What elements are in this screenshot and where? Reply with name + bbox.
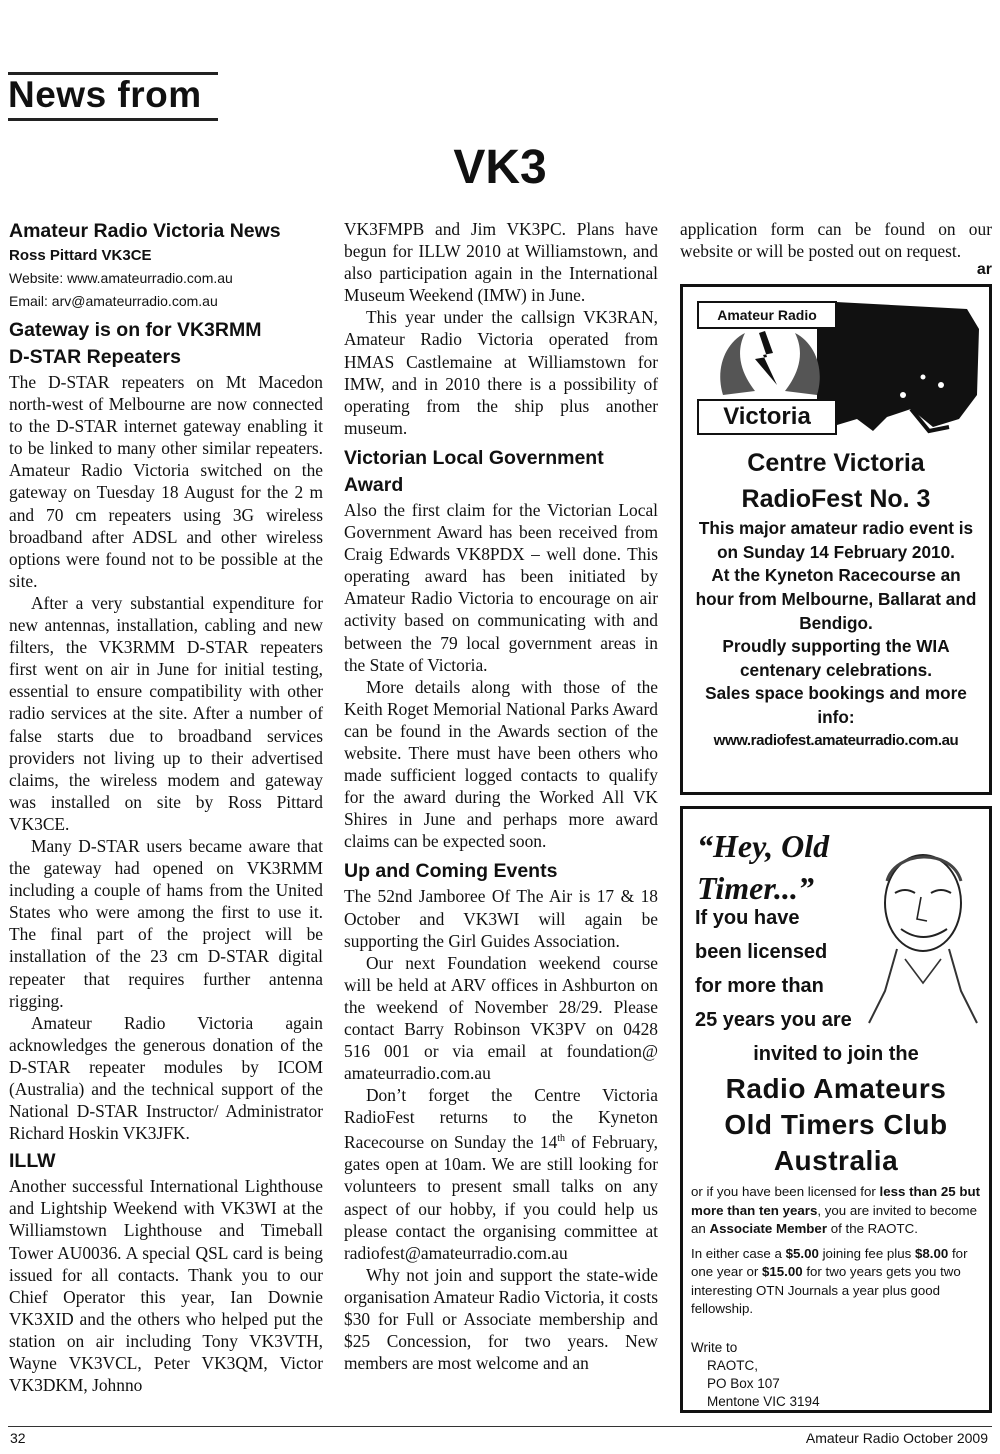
text-run: for one year or — [691, 1245, 968, 1280]
paragraph: Our next Foundation weekend course will be held at ARV offices in Ashburton on the weekend of November 28/29. Please contact Barry Robinson VK3PV on 0428 516 001 or via email at foundation@ amateurradio.com.au — [344, 952, 658, 1084]
text-run: less than 25 but more than ten years — [691, 1184, 980, 1218]
page-title: VK3 — [453, 141, 547, 194]
ad-line: Sales space bookings and more info: — [705, 683, 967, 727]
fine-print-paragraph — [691, 1183, 981, 1239]
article-title: Amateur Radio Victoria News — [9, 220, 281, 242]
address-line: PO Box 107 — [707, 1376, 780, 1392]
ad-line: been licensed — [695, 941, 828, 964]
ad-invite: invited to join the — [753, 1043, 919, 1066]
paragraph: More details along with those of the Keith Roget Memorial National Parks Award can be found in the Awards section of the website. There must have been others who made sufficient logged contacts to qualify for the award during the Worked All VK Shires in June and perhaps more award claims can be expected soon. — [344, 676, 658, 852]
paragraph: VK3FMPB and Jim VK3PC. Plans have begun for ILLW 2010 at Williamstown, and also participation again in the International Museum Weekend (IMW) in June. — [344, 219, 658, 306]
section-heading-illw: ILLW — [9, 1150, 56, 1173]
website-line: Website: www.amateurradio.com.au — [9, 270, 233, 286]
left-column — [9, 218, 323, 1396]
section-heading-gateway — [9, 317, 323, 371]
lightning-wings-icon — [715, 329, 825, 399]
header-underline — [8, 118, 218, 121]
headline-line: “Hey, Old — [697, 828, 830, 865]
fine-print-paragraph — [691, 1245, 981, 1319]
heading-line: Gateway is on for VK3RMM — [9, 319, 262, 341]
section-heading-award — [344, 445, 658, 499]
paragraph: Why not join and support the state-wide organisation Amateur Radio Victoria, it costs $30 for Full or Associate membership and $25 Concession, for two years. New members are most welcome and an — [344, 1264, 658, 1374]
text-run: $15.00 — [761, 1264, 803, 1280]
magazine-name: Amateur Radio October 2009 — [805, 1430, 988, 1446]
club-line: Australia — [773, 1145, 899, 1177]
text-run: of the RAOTC. — [827, 1221, 918, 1237]
club-name — [683, 1071, 989, 1179]
text-run: for two years gets you two interesting OTN Journals a year plus good fellowship. — [691, 1264, 961, 1317]
section-heading-events: Up and Coming Events — [344, 860, 558, 883]
text-run: Don’t forget the Centre Victoria RadioFest returns to the Kyneton Racecourse on Sunday the 14 — [344, 1085, 658, 1153]
paragraph: Another successful International Lighthouse and Lightship Weekend with VK3WI at the Williamstown Lighthouse and Timeball Tower AU0036. A special QSL card is being issued for all contacts. Thank you to our Chief Operator this year, Ian Downie VK3XID and the others who helped put the station on air including Tony VK3VTH, Wayne VK3VCL, Peter VK3QM, Victor VK3DKM, Johnno — [9, 1176, 323, 1396]
article-author: Ross Pittard VK3CE — [9, 247, 152, 264]
text-run: or if you have been licensed for — [691, 1184, 880, 1200]
email-line: Email: arv@amateurradio.com.au — [9, 293, 218, 309]
middle-column — [344, 218, 658, 1374]
old-timer-portrait-icon — [865, 841, 985, 1031]
article-signoff: ar — [976, 261, 992, 279]
club-line: Radio Amateurs — [725, 1073, 947, 1105]
right-column — [680, 218, 992, 1413]
text-run: $8.00 — [915, 1245, 949, 1261]
paragraph: application form can be found on our website or will be posted out on request. — [680, 219, 992, 262]
paragraph: The 52nd Jamboree Of The Air is 17 & 18 October and VK3WI will again be supporting the Girl Guides Association. — [344, 886, 658, 951]
ad-line: 25 years you are — [695, 1009, 852, 1032]
text-run: , you are invited to become an — [691, 1202, 978, 1237]
page-number: 32 — [10, 1430, 26, 1446]
text-run: of February, gates open at 10am. We are still looking for volunteers to present small talks on any aspect of our hobby, if you could help us please contact the organising committee at radiofest@amateurradio.com.au — [344, 1132, 658, 1263]
section-label: News from — [8, 74, 202, 115]
heading-line: Victorian Local Government — [344, 446, 604, 469]
paragraph: This year under the callsign VK3RAN, Amateur Radio Victoria operated from HMAS Castlemaine at Williamstown for IMW, and in 2010 there is a possibility of operating from the ship plus another museum. — [344, 307, 658, 438]
postal-address — [691, 1339, 820, 1411]
text-run: joining fee plus — [818, 1245, 916, 1261]
text-run: In either case a — [691, 1245, 786, 1261]
logo-text-top: Amateur Radio — [697, 301, 837, 329]
ad-line: for more than — [695, 975, 824, 998]
address-label: Write to — [691, 1340, 738, 1356]
text-run: $5.00 — [785, 1245, 819, 1261]
ad-line: At the Kyneton Racecourse an hour from Melbourne, Ballarat and Bendigo. — [695, 565, 977, 633]
paragraph: Many D-STAR users became aware that the gateway had opened on VK3RMM including a couple of hams from the United States who were among the first to use it. The final part of the project will be installation of the 23 cm D-STAR digital repeater that requires further antenna rigging. — [9, 835, 323, 1011]
ad-headline — [697, 825, 877, 909]
paragraph: The D-STAR repeaters on Mt Macedon north-west of Melbourne are now connected to the D-STAR internet gateway enabling it to be linked to many other similar repeaters. Amateur Radio Victoria switched on the gateway on Tuesday 18 August for the 2 m and 70 cm repeaters using 3G wireless broadband after ADSL and other wireless options were found not to be possible at the site. — [9, 372, 323, 591]
text-run: Associate Member — [709, 1221, 828, 1237]
address-line: Mentone VIC 3194 — [707, 1394, 820, 1410]
ad-fine-print — [691, 1183, 981, 1325]
footer-rule — [8, 1426, 992, 1427]
arv-logo — [697, 299, 981, 437]
headline-line: Timer...” — [697, 870, 815, 907]
ad-line: If you have — [695, 907, 800, 930]
address-line: RAOTC, — [707, 1358, 759, 1374]
ad-title-line: RadioFest No. 3 — [741, 485, 931, 514]
ad-title-line: Centre Victoria — [747, 449, 925, 478]
ad-line: Proudly supporting the WIA centenary celebrations. — [722, 636, 950, 680]
paragraph: Also the first claim for the Victorian Local Government Award has been received from Craig Edwards VK8PDX – well done. This operating award has been initiated by Amateur Radio Victoria to encourage on air activity based on communicating with and between the 79 local government areas in the State of Victoria. — [344, 499, 658, 675]
heading-line: D-STAR Repeaters — [9, 346, 181, 368]
logo-text-bottom: Victoria — [697, 399, 837, 435]
radiofest-advertisement — [680, 284, 992, 795]
ad-url: www.radiofest.amateurradio.com.au — [713, 732, 959, 750]
paragraph: Amateur Radio Victoria again acknowledges the generous donation of the D-STAR repeater modules by ICOM (Australia) and the technical support of the National D-STAR Instructor/ Administrator Richard Hoskin VK3JFK. — [9, 1012, 323, 1144]
raotc-advertisement — [680, 806, 992, 1413]
paragraph: After a very substantial expenditure for new antennas, installation, cabling and new filters, the VK3RMM D-STAR repeaters first went on air in June for initial testing, essential to ensure compatibility with other radio services at the site. After a number of false starts due to broadband services providers not living up to their advertised claims, the wireless modem and gateway was installed on site by Ross Pittard VK3CE. — [9, 592, 323, 834]
superscript: th — [557, 1133, 566, 1145]
heading-line: Award — [344, 473, 404, 496]
ad-line: This major amateur radio event is on Sunday 14 February 2010. — [698, 518, 974, 562]
club-line: Old Timers Club — [724, 1109, 948, 1141]
ad-lines — [695, 901, 852, 1037]
ad-body — [691, 517, 981, 729]
paragraph — [344, 1084, 658, 1264]
